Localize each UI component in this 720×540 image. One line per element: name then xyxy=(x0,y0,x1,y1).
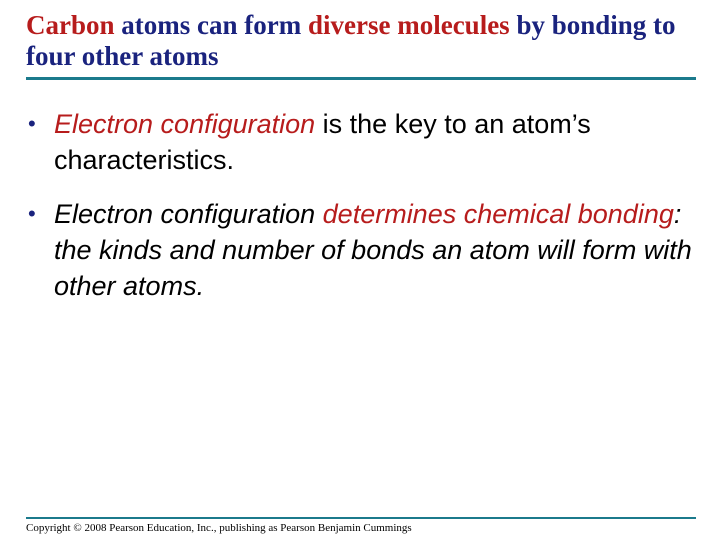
bullet-1-highlight: Electron configuration xyxy=(54,109,316,139)
bullet-1-rest: is the key to an atom’s characteristics. xyxy=(54,109,591,175)
bullet-2-lead: Electron configuration xyxy=(54,199,323,229)
footer-divider xyxy=(26,517,696,519)
title-text-b: by bonding to four other atoms xyxy=(26,10,676,71)
copyright-footer: Copyright © 2008 Pearson Education, Inc., publishing as Pearson Benjamin Cummings xyxy=(26,522,412,534)
title-diverse-molecules: diverse molecules xyxy=(307,10,510,40)
title-text-a: atoms can form xyxy=(114,10,308,40)
title-divider xyxy=(26,77,696,80)
slide-title xyxy=(26,10,706,72)
bullet-dot-icon: • xyxy=(28,111,36,136)
bullet-2-rest: : the kinds and number of bonds an atom will form with other atoms. xyxy=(54,199,692,301)
title-carbon: Carbon xyxy=(26,10,115,40)
bullet-text-2 xyxy=(54,196,694,304)
bullet-dot-icon: • xyxy=(28,201,36,226)
bullet-text-1 xyxy=(54,106,694,178)
bullet-2-highlight: determines chemical bonding xyxy=(322,199,674,229)
